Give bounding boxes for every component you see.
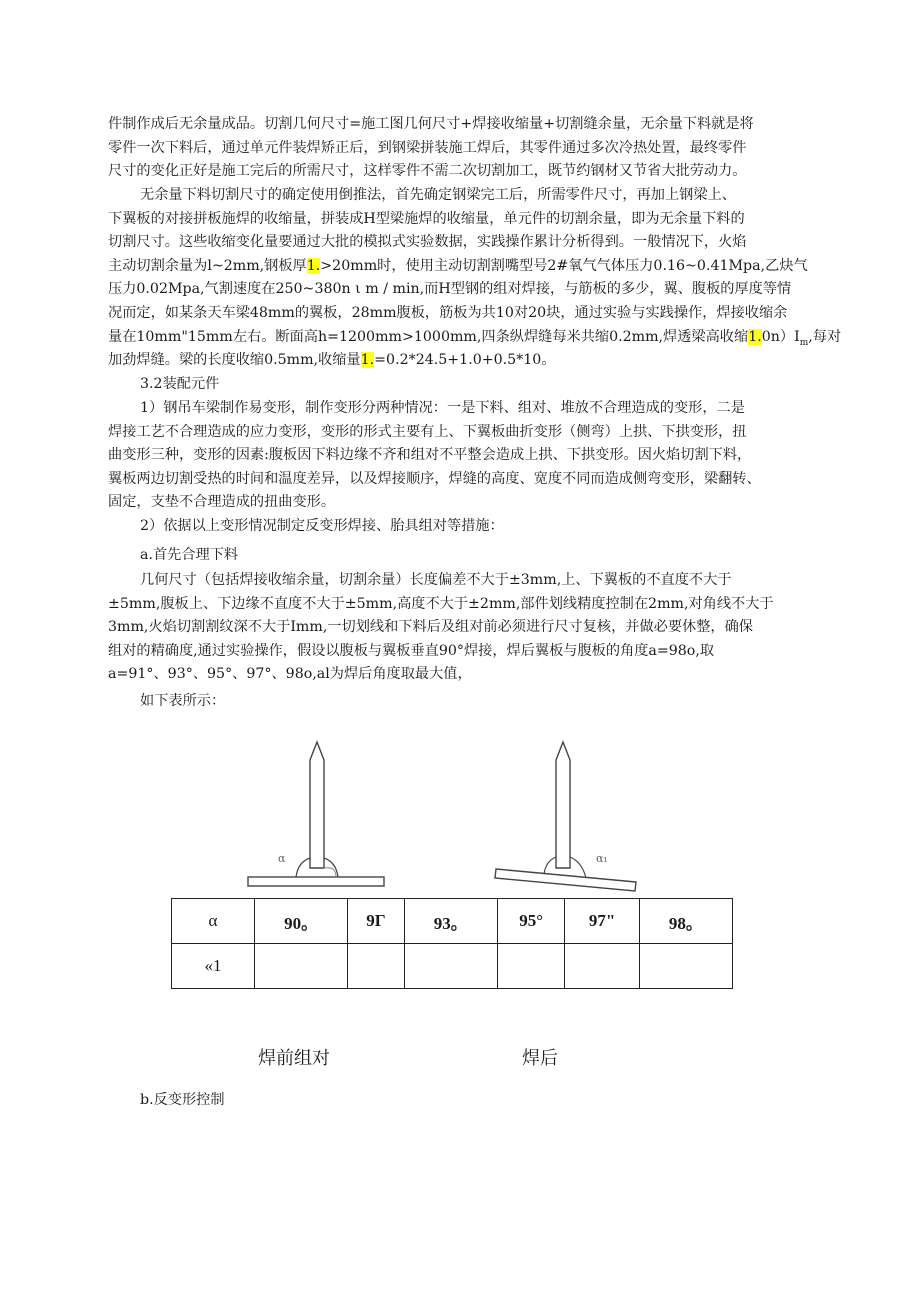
text-segment: 量在10mm"15mm左右。断面高h=1200mm>1000mm,四条纵焊缝每米共缩0.2mm,焊透梁高收缩 [108, 328, 749, 345]
table-cell [404, 944, 497, 989]
text-line: 如下表所示： [140, 693, 226, 709]
text-line: b.反变形控制 [140, 1092, 225, 1108]
text-line: 曲变形三种，变形的因素:腹板因下料边缘不齐和组对不平整会造成上拱、下拱变形。因火焰切割下料， [108, 447, 752, 464]
table-cell [348, 944, 404, 989]
table-cell [497, 944, 565, 989]
table-cell: 90。 [255, 899, 348, 944]
subscript: m [799, 337, 809, 348]
text-segment: 主动切割余量为l~2mm,钢板厚 [108, 257, 307, 274]
caption-before-welding: 焊前组对 [258, 1048, 330, 1069]
table-row [172, 944, 733, 989]
highlighted-text: 1. [748, 328, 762, 345]
text-line: 压力0.02Mpa,气割速度在250~380n ι m / min,而H型钢的组对焊接，与筋板的多少，翼、腹板的厚度等情 [108, 281, 792, 298]
text-line: 尺寸的变化正好是施工完后的所需尺寸，这样零件不需二次切割加工，既节约钢材又节省大批劳动力。 [108, 163, 747, 180]
web-plate-after [556, 742, 570, 868]
heading-text: 3.2装配元件 [140, 376, 220, 392]
text-line: 组对的精确度,通过实验操作，假设以腹板与翼板垂直90°焊接，焊后翼板与腹板的角度a=98o,取 [108, 642, 715, 659]
text-segment: 0n）I [761, 328, 800, 345]
web-plate-before [310, 742, 324, 868]
text-segment: ,每对 [808, 328, 842, 345]
text-segment: =0.2*24.5+1.0+0.5*10。 [374, 352, 556, 369]
text-line: 件制作成后无余量成品。切割几何尺寸=施工图几何尺寸+焊接收缩量+切割缝余量，无余量下料就是将 [108, 116, 754, 132]
text-line: 翼板两边切割受热的时间和温度差异，以及焊接顺序，焊缝的高度、宽度不同而造成侧弯变形，梁翻转、 [108, 470, 761, 487]
text-line: 2）依据以上变形情况制定反变形焊接、胎具组对等措施： [140, 518, 504, 534]
flange-after [495, 869, 636, 891]
text-line: 1）钢吊车梁制作易变形，制作变形分两种情况：一是下料、组对、堆放不合理造成的变形，二是 [140, 400, 745, 416]
text-line: 几何尺寸（包括焊接收缩余量，切割余量）长度偏差不大于±3mm,上、下翼板的不直度不大于 [140, 572, 732, 588]
text-line: 况而定，如某条天车梁48mm的翼板，28mm腹板，筋板为共10对20块，通过实验与实践操作，焊接收缩余 [108, 304, 788, 321]
table-cell: α [172, 899, 255, 944]
text-segment: 加劲焊缝。梁的长度收缩0.5mm,收缩量 [108, 352, 361, 369]
text-line: 无余量下料切割尺寸的确定使用倒推法，首先确定钢梁完工后，所需零件尺寸，再加上钢梁上、 [140, 187, 736, 203]
caption-after-welding: 焊后 [522, 1048, 558, 1069]
table-row [172, 899, 733, 944]
text-line: 零件一次下料后，通过单元件装焊矫正后，到钢梁拼装施工焊后，其零件通过多次冷热处置，最终零件 [108, 139, 747, 156]
text-line: 下翼板的对接拼板施焊的收缩量，拼装成H型梁施焊的收缩量，单元件的切割余量，即为无余量下料的 [108, 210, 745, 227]
table-cell: 97" [565, 899, 639, 944]
table-cell: 93。 [404, 899, 497, 944]
text-line: 焊接工艺不合理造成的应力变形，变形的形式主要有上、下翼板曲折变形（侧弯）上拱、下拱变形，扭 [108, 423, 747, 440]
angle-arc [324, 868, 336, 877]
text-line: 固定，支垫不合理造成的扭曲变形。 [108, 494, 336, 511]
text-line: a=91°、93°、95°、97°、98o,al为焊后角度取最大值， [108, 666, 472, 683]
text-line: 切割尺寸。这些收缩变化量要通过大批的模拟式实验数据，实践操作累计分析得到。一般情况下，火焰 [108, 234, 747, 251]
weld-fillet-right-after [570, 857, 586, 878]
weld-fillet-left-after [544, 857, 556, 874]
sub-heading-b [140, 1089, 812, 1113]
table-cell: 98。 [639, 899, 732, 944]
table-cell: 95° [497, 899, 565, 944]
highlighted-text: 1. [360, 352, 375, 369]
table-cell [255, 944, 348, 989]
text-line: a.首先合理下料 [140, 547, 239, 563]
angle-table [171, 898, 733, 989]
weld-fillet-left [296, 858, 310, 877]
table-cell [639, 944, 732, 989]
angle-label-alpha1: α₁ [596, 852, 608, 865]
text-segment: >20mm时，使用主动切割割嘴型号2#氧气气体压力0.16~0.41Mpa,乙炔气 [320, 257, 808, 274]
table-cell: 9Γ [348, 899, 404, 944]
text-line: ±5mm,腹板上、下边缘不直度不大于±5mm,高度不大于±2mm,部件划线精度控制在2mm,对角线不大于 [108, 595, 774, 612]
flange-before [248, 877, 384, 886]
angle-label-alpha: α [278, 852, 286, 865]
text-line: 3mm,火焰切割割纹深不大于Imm,一切划线和下料后及组对前必须进行尺寸复核，并做必要休整，确保 [108, 619, 753, 636]
highlighted-text: 1. [306, 257, 321, 274]
table-cell [565, 944, 639, 989]
table-cell: «1 [172, 944, 255, 989]
